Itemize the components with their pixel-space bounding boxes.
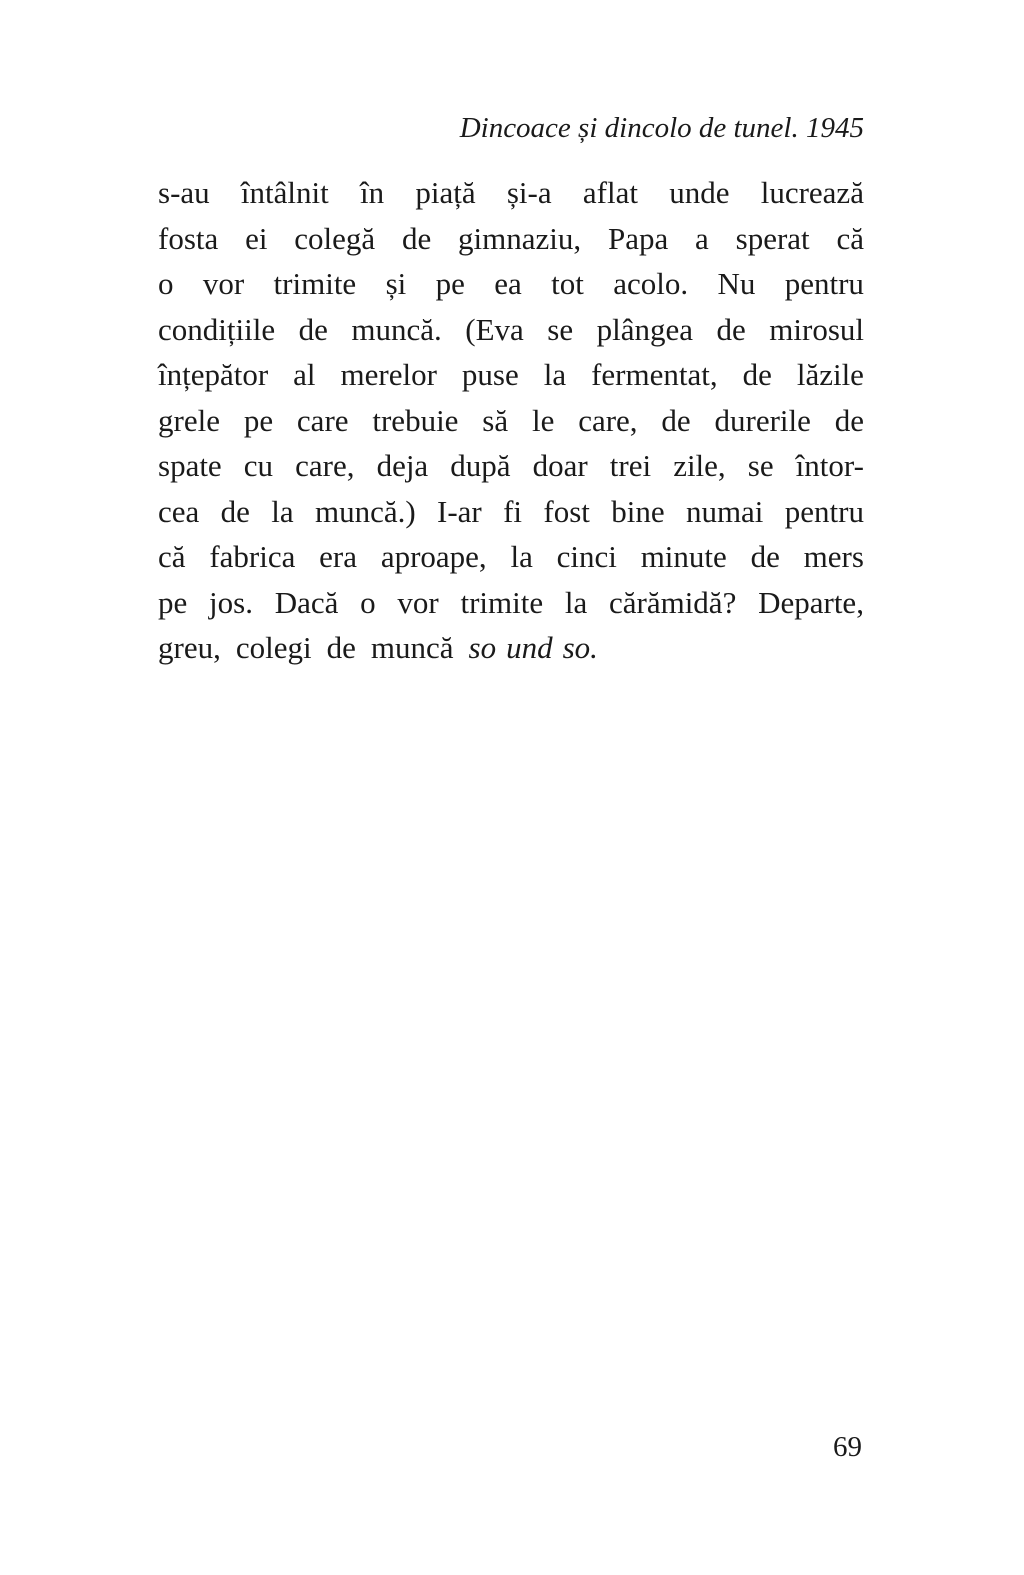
- word: de: [742, 357, 772, 392]
- word: I-ar: [437, 493, 482, 529]
- word: se: [747, 448, 774, 483]
- word: care,: [295, 448, 355, 483]
- word: fost: [543, 493, 590, 529]
- word: că: [158, 539, 186, 574]
- word: de: [834, 402, 864, 438]
- word: care,: [578, 402, 638, 438]
- word: de: [401, 220, 432, 256]
- text-line: [158, 216, 864, 262]
- word: aproape,: [380, 539, 487, 574]
- word: după: [450, 448, 511, 483]
- word: grele: [158, 402, 220, 438]
- word: zile,: [673, 448, 726, 483]
- text-line: [158, 352, 864, 398]
- word: plângea: [596, 311, 693, 347]
- word-italic: so: [468, 630, 497, 665]
- word: și: [385, 266, 407, 301]
- last-line-italic-text: [469, 625, 598, 671]
- word: de: [220, 493, 250, 529]
- word: ea: [494, 266, 522, 301]
- word: spate: [158, 448, 222, 483]
- word: pe: [158, 584, 188, 620]
- word: la: [271, 493, 294, 529]
- word: întâlnit: [240, 175, 329, 210]
- word: fosta: [158, 220, 219, 256]
- word: aflat: [582, 175, 638, 210]
- word: condițiile: [158, 311, 276, 347]
- text-line: [158, 489, 864, 535]
- word: trebuie: [372, 402, 459, 438]
- text-line: [158, 398, 864, 444]
- word: pe: [243, 402, 274, 438]
- word: care: [296, 402, 349, 438]
- word-italic: und: [506, 630, 553, 665]
- last-line-plain-text: [158, 625, 454, 671]
- text-line: [158, 580, 864, 626]
- word: cărămidă?: [608, 584, 737, 620]
- text-line: [158, 307, 864, 353]
- word: și-a: [506, 175, 552, 210]
- word: vor: [202, 266, 245, 301]
- word: deja: [376, 448, 429, 483]
- word: colegi: [235, 630, 312, 665]
- word: pe: [435, 266, 465, 301]
- word: vor: [397, 584, 439, 620]
- word: trimite: [273, 266, 357, 301]
- word: puse: [461, 357, 519, 392]
- word: să: [482, 402, 509, 438]
- word: că: [836, 220, 864, 256]
- word: numai: [685, 493, 764, 529]
- word: a: [695, 220, 709, 256]
- word: o: [360, 584, 376, 620]
- word: întor-: [795, 448, 864, 483]
- text-line: [158, 261, 864, 307]
- word: mers: [803, 539, 864, 574]
- word: fabrica: [209, 539, 296, 574]
- running-header: Dincoace și dincolo de tunel. 1945: [459, 112, 864, 144]
- word: fermentat,: [591, 357, 718, 392]
- word: muncă.): [314, 493, 416, 529]
- text-line-last: [158, 625, 864, 671]
- page-number: 69: [833, 1431, 862, 1463]
- word: colegă: [294, 220, 376, 256]
- word: al: [293, 357, 316, 392]
- word: unde: [669, 175, 730, 210]
- word: s-au: [158, 175, 210, 210]
- word: bine: [611, 493, 665, 529]
- word: muncă: [370, 630, 454, 665]
- word: se: [547, 311, 574, 347]
- word: lucrează: [760, 175, 864, 210]
- word: Nu: [717, 266, 756, 301]
- text-line: [158, 534, 864, 580]
- word: Departe,: [758, 584, 864, 620]
- word: jos.: [209, 584, 253, 620]
- word: (Eva: [465, 311, 524, 347]
- word: de: [716, 311, 746, 347]
- word: de: [750, 539, 780, 574]
- text-line: [158, 170, 864, 216]
- word: trimite: [460, 584, 544, 620]
- word: le: [531, 402, 555, 438]
- word: în: [359, 175, 385, 210]
- word: Papa: [607, 220, 669, 256]
- word: doar: [532, 448, 588, 483]
- word: fi: [503, 493, 523, 529]
- word: de: [326, 630, 356, 665]
- word: la: [543, 357, 567, 392]
- word: o: [158, 266, 174, 301]
- text-line: [158, 443, 864, 489]
- word: era: [319, 539, 358, 574]
- word: tot: [551, 266, 584, 301]
- word: piață: [415, 175, 476, 210]
- word: merelor: [340, 357, 437, 392]
- word: minute: [640, 539, 727, 574]
- word: lăzile: [796, 357, 864, 392]
- word: de: [298, 311, 328, 347]
- word: cea: [158, 493, 200, 529]
- word: greu,: [158, 630, 221, 665]
- word: sperat: [735, 220, 810, 256]
- word: durerile: [714, 402, 811, 438]
- word: muncă.: [351, 311, 442, 347]
- word: la: [564, 584, 588, 620]
- word: Dacă: [274, 584, 339, 620]
- body-text: [158, 170, 864, 671]
- word: acolo.: [613, 266, 689, 301]
- word: mirosul: [769, 311, 864, 347]
- word: pentru: [784, 266, 864, 301]
- word: pentru: [784, 493, 864, 529]
- word: trei: [609, 448, 652, 483]
- word: cinci: [556, 539, 617, 574]
- word: de: [661, 402, 691, 438]
- word: cu: [243, 448, 274, 483]
- word-italic: so.: [562, 630, 598, 665]
- word: ei: [245, 220, 268, 256]
- word: la: [510, 539, 533, 574]
- word: înțepător: [158, 357, 269, 392]
- word: gimnaziu,: [458, 220, 582, 256]
